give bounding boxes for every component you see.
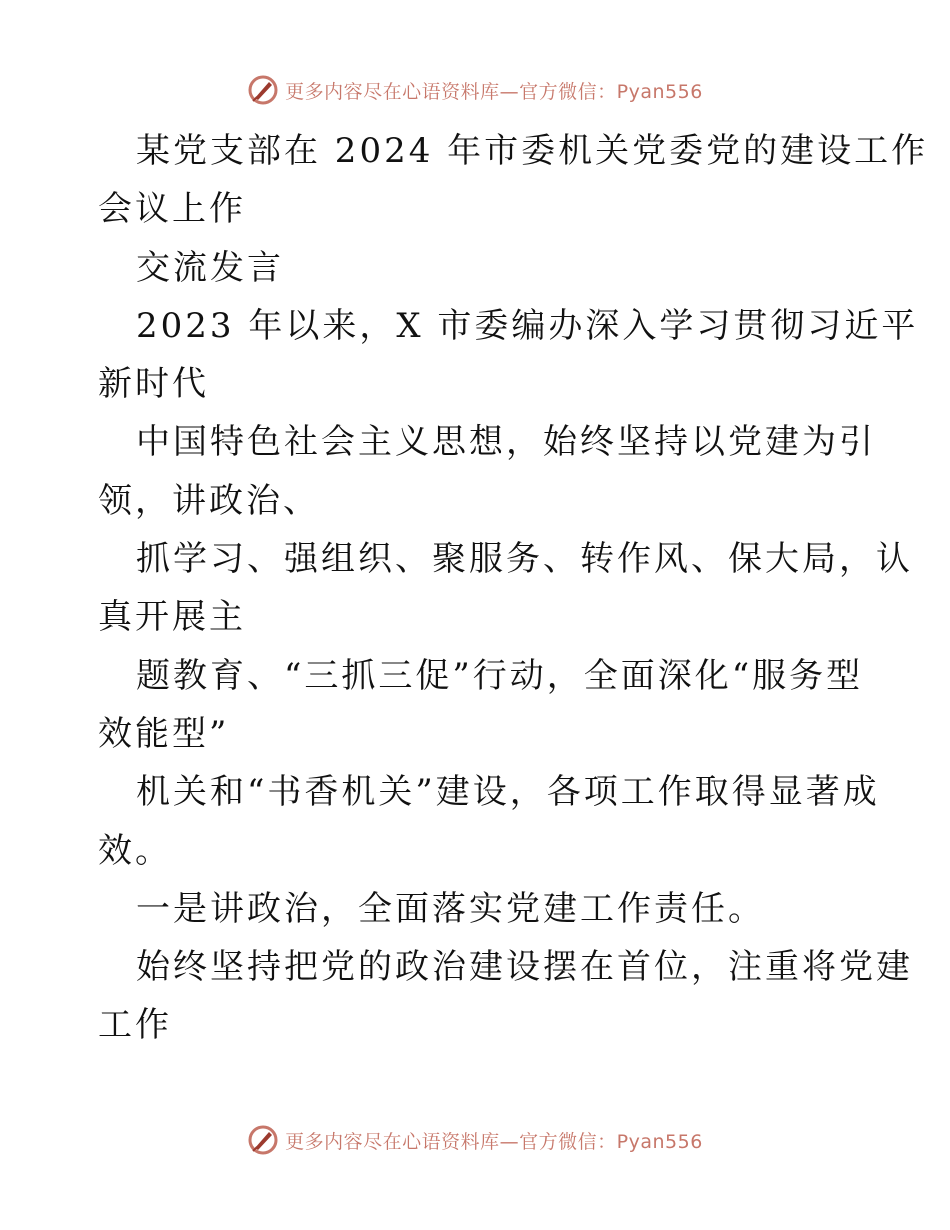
- document-line: 交流发言: [136, 247, 284, 288]
- document-line: 中国特色社会主义思想，始终坚持以党建为引: [136, 422, 876, 463]
- quill-circle-logo-icon: [247, 1124, 279, 1156]
- document-body: [98, 122, 929, 1055]
- quill-circle-logo-icon: [247, 74, 279, 106]
- document-line: 机关和“书香机关”建设，各项工作取得显著成: [136, 772, 880, 813]
- document-line: 工作: [98, 1005, 172, 1046]
- document-line: 效能型”: [98, 713, 230, 754]
- document-line: 新时代: [98, 364, 209, 405]
- document-line: 真开展主: [98, 597, 246, 638]
- document-line: 某党支部在 2024 年市委机关党委党的建设工作: [136, 131, 929, 171]
- document-line: 抓学习、强组织、聚服务、转作风、保大局，认: [136, 539, 913, 580]
- document-line: 效。: [98, 830, 172, 871]
- header-watermark: [0, 70, 950, 110]
- watermark-text: 更多内容尽在心语资料库—官方微信：Pyan556: [285, 1130, 703, 1153]
- document-line: 始终坚持把党的政治建设摆在首位，注重将党建: [136, 947, 913, 988]
- document-line: 会议上作: [98, 189, 246, 230]
- document-line: 领，讲政治、: [98, 480, 320, 521]
- document-line: 一是讲政治，全面落实党建工作责任。: [136, 888, 765, 929]
- document-line: 题教育、“三抓三促”行动，全面深化“服务型: [136, 655, 864, 696]
- footer-watermark: [0, 1120, 950, 1160]
- document-line: 2023 年以来，X 市委编办深入学习贯彻习近平: [136, 305, 919, 346]
- watermark-text: 更多内容尽在心语资料库—官方微信：Pyan556: [285, 80, 703, 103]
